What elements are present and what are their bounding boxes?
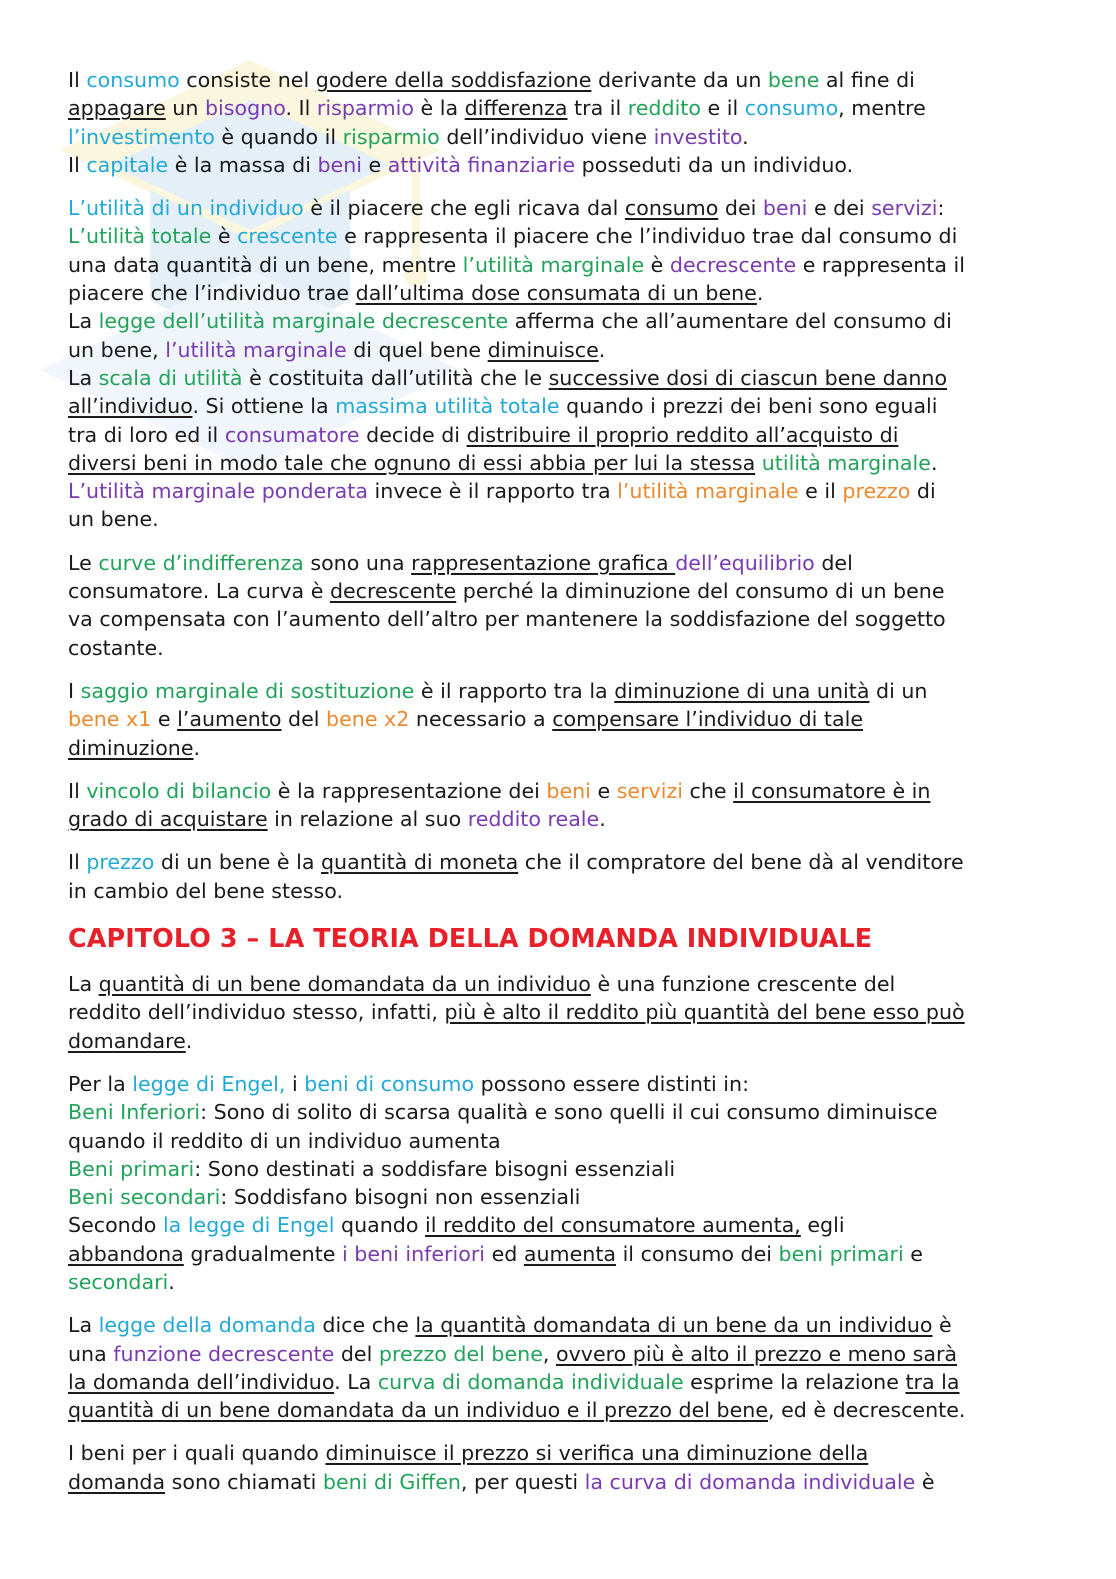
text-segment: che [683, 778, 734, 803]
text-line [68, 1183, 1058, 1211]
underlined-phrase: tra la [905, 1369, 960, 1394]
text-line [68, 1127, 1058, 1155]
text-segment: . [193, 735, 201, 760]
text-segment: decide di [359, 422, 467, 447]
underlined-phrase: distribuire il proprio reddito all’acquisto di [466, 422, 899, 447]
text-line [68, 677, 1058, 705]
text-segment: . Il [285, 96, 317, 121]
text-line [68, 777, 1058, 805]
text-line [68, 279, 1058, 307]
underlined-phrase: diminuzione [68, 735, 194, 760]
paragraph [68, 194, 1058, 534]
text-segment: del [334, 1341, 379, 1366]
text-segment: quando i prezzi dei beni sono eguali [559, 394, 938, 419]
text-segment: Il [68, 850, 87, 875]
text-line [68, 549, 1058, 577]
text-segment: è [932, 1313, 952, 1338]
highlighted-term: curva di domanda individuale [377, 1369, 684, 1394]
underlined-phrase: grado di acquistare [68, 807, 268, 832]
text-segment: . [930, 450, 938, 475]
text-segment: tra il [567, 96, 628, 121]
text-line [68, 307, 1058, 335]
text-segment: un bene. [68, 507, 159, 532]
text-line [68, 477, 1058, 505]
highlighted-term: massima utilità totale [335, 394, 560, 419]
highlighted-term: Beni primari [68, 1156, 195, 1181]
paragraph [68, 66, 1058, 179]
highlighted-term: beni di consumo [304, 1071, 475, 1096]
underlined-phrase: diminuisce il prezzo si verifica una diminuzione della [325, 1441, 869, 1466]
text-segment: è il piacere che egli ricava dal [303, 196, 625, 221]
highlighted-term: Beni secondari [68, 1185, 221, 1210]
highlighted-term: legge della domanda [98, 1313, 316, 1338]
text-segment: in relazione al suo [267, 807, 468, 832]
highlighted-term: crescente [237, 224, 338, 249]
underlined-phrase: differenza [464, 96, 568, 121]
underlined-phrase: all’individuo [68, 394, 193, 419]
text-segment: La [68, 972, 99, 997]
text-segment: di un [869, 678, 928, 703]
text-segment: del [814, 550, 853, 575]
text-segment: , mentre [838, 96, 926, 121]
text-line [68, 392, 1058, 420]
paragraph [68, 677, 1058, 762]
text-segment: piacere che l’individuo trae [68, 281, 356, 306]
text-line [68, 364, 1058, 392]
paragraph [68, 777, 1058, 834]
underlined-phrase: diversi beni in modo tale che ognuno di essi abbia per lui la stessa [68, 450, 756, 475]
text-segment: è quando il [214, 124, 343, 149]
underlined-phrase: successive dosi di ciascun bene danno [548, 365, 948, 390]
text-line [68, 66, 1058, 94]
underlined-phrase: domandare [68, 1028, 186, 1053]
paragraph [68, 1439, 1058, 1496]
underlined-phrase: la domanda dell’individuo [68, 1369, 335, 1394]
text-segment: Per la [68, 1071, 133, 1096]
text-segment: di [910, 479, 936, 504]
underlined-phrase: domanda [68, 1469, 166, 1494]
text-segment: reddito dell’individuo stesso, infatti, [68, 1000, 445, 1025]
highlighted-term: i beni inferiori [342, 1241, 486, 1266]
underlined-phrase: godere della soddisfazione [315, 68, 592, 92]
text-line [68, 577, 1058, 605]
text-line [68, 877, 1058, 905]
text-segment: dell’individuo viene [439, 124, 654, 149]
underlined-phrase: aumenta [523, 1241, 617, 1266]
text-segment: esprime la relazione [683, 1369, 906, 1394]
highlighted-term: consumo [86, 68, 180, 92]
highlighted-term: prezzo [842, 479, 911, 504]
underlined-phrase: la quantità domandata di un bene da un individuo [415, 1313, 933, 1338]
text-line [68, 94, 1058, 122]
underlined-phrase: rappresentazione grafica [411, 550, 676, 575]
underlined-phrase: ovvero più è alto il prezzo e meno sarà [555, 1341, 958, 1366]
underlined-phrase: abbandona [68, 1241, 184, 1266]
text-segment: afferma che all’aumentare del consumo di [508, 309, 952, 334]
highlighted-term: beni [317, 152, 362, 177]
text-segment: consumatore. La curva è [68, 579, 330, 604]
text-segment: Le [68, 550, 99, 575]
highlighted-term: servizi [616, 778, 683, 803]
paragraph [68, 970, 1058, 1055]
text-segment: La [68, 365, 99, 390]
text-segment: e dei [807, 196, 872, 221]
text-segment: . [168, 1269, 175, 1294]
text-segment: ed [485, 1241, 524, 1266]
text-segment: tra di loro ed il [68, 422, 225, 447]
text-line [68, 1268, 1058, 1296]
text-line [68, 1027, 1058, 1055]
text-line [68, 123, 1058, 151]
text-segment: , [542, 1341, 556, 1366]
text-line [68, 634, 1058, 662]
highlighted-term: beni primari [778, 1241, 904, 1266]
underlined-phrase: diminuisce [487, 337, 599, 362]
highlighted-term: consumo [744, 96, 839, 121]
highlighted-term: consumatore [224, 422, 360, 447]
text-segment: costante. [68, 635, 164, 660]
text-segment: del [281, 707, 327, 732]
highlighted-term: legge di Engel, [132, 1071, 286, 1096]
highlighted-term: la curva di domanda individuale [584, 1469, 916, 1494]
text-segment: al fine di [819, 68, 915, 92]
highlighted-term: l’utilità marginale [165, 337, 347, 362]
text-line [68, 421, 1058, 449]
underlined-phrase: quantità di un bene domandata da un individuo [98, 972, 591, 997]
text-line [68, 1211, 1058, 1239]
text-segment: quando [334, 1213, 426, 1238]
underlined-phrase: dall’ultima dose consumata di un bene [355, 281, 757, 306]
text-segment: è una funzione crescente del [590, 972, 896, 997]
text-segment: . [185, 1028, 193, 1053]
underlined-phrase: quantità di moneta [320, 850, 519, 875]
text-segment: e [362, 152, 388, 177]
text-segment: e [903, 1241, 923, 1266]
text-segment: Il [68, 152, 87, 177]
text-segment: dice che [315, 1313, 416, 1338]
text-segment: posseduti da un individuo. [575, 152, 854, 177]
text-segment: un bene, [68, 337, 166, 362]
text-segment: . Si ottiene la [192, 394, 336, 419]
highlighted-term: funzione decrescente [113, 1341, 335, 1366]
text-segment: . La [334, 1369, 378, 1394]
underlined-phrase: l’aumento [177, 707, 282, 732]
highlighted-term: Beni Inferiori [68, 1100, 201, 1125]
highlighted-term: bene x2 [326, 707, 410, 732]
text-segment: i [285, 1071, 305, 1096]
highlighted-term: L’utilità di un individuo [68, 196, 304, 221]
underlined-phrase: consumo [624, 196, 719, 221]
text-segment: , per questi [460, 1469, 585, 1494]
text-line [68, 1311, 1058, 1339]
underlined-phrase: quantità di un bene domandata da un individuo e il prezzo del bene [68, 1398, 769, 1423]
text-segment: Il [68, 778, 87, 803]
text-segment: di quel bene [346, 337, 488, 362]
text-line [68, 222, 1058, 250]
text-segment: e il [798, 479, 843, 504]
text-segment: e rappresenta il [796, 252, 965, 277]
text-line [68, 1070, 1058, 1098]
text-line [68, 505, 1058, 533]
text-segment: . [598, 337, 606, 362]
highlighted-term: bisogno [204, 96, 286, 121]
paragraph [68, 1311, 1058, 1424]
highlighted-term: saggio marginale di sostituzione [80, 678, 415, 703]
highlighted-term: bene x1 [68, 707, 152, 732]
highlighted-term: beni [762, 196, 808, 221]
text-segment: La [68, 309, 99, 334]
text-line [68, 998, 1058, 1026]
text-segment: una [68, 1341, 114, 1366]
text-line [68, 251, 1058, 279]
text-segment: I beni per i quali quando [68, 1441, 326, 1466]
paragraph [68, 549, 1058, 662]
text-segment: : Sono destinati a soddisfare bisogni essenziali [194, 1156, 676, 1181]
text-segment: è la [414, 96, 465, 121]
highlighted-term: l’utilità marginale [617, 479, 799, 504]
text-segment: è la massa di [168, 152, 318, 177]
highlighted-term: risparmio [316, 96, 415, 121]
text-line [68, 1468, 1058, 1496]
underlined-phrase: il consumatore è in [733, 778, 931, 803]
text-line [68, 151, 1058, 179]
highlighted-term: investito [653, 124, 743, 149]
text-line [68, 449, 1058, 477]
highlighted-term: legge dell’utilità marginale decrescente [98, 309, 509, 334]
text-line [68, 1439, 1058, 1467]
highlighted-term: servizi [871, 196, 938, 221]
highlighted-term: reddito [627, 96, 701, 121]
text-segment: perché la diminuzione del consumo di un bene [456, 579, 945, 604]
text-segment: gradualmente [183, 1241, 343, 1266]
text-segment: è [915, 1469, 935, 1494]
underlined-phrase: diminuzione di una unità [614, 678, 870, 703]
highlighted-term: l’investimento [68, 124, 215, 149]
highlighted-term: attività finanziarie [387, 152, 576, 177]
highlighted-term: L’utilità totale [68, 224, 212, 249]
paragraph [68, 848, 1058, 905]
highlighted-term: beni di Giffen [322, 1469, 461, 1494]
text-segment: quando il reddito di un individuo aumenta [68, 1128, 501, 1153]
highlighted-term: prezzo [86, 850, 155, 875]
document-body [68, 66, 1058, 1511]
underlined-phrase: decrescente [329, 579, 457, 604]
text-line [68, 848, 1058, 876]
text-segment: il consumo dei [616, 1241, 779, 1266]
underlined-phrase: il reddito del consumatore aumenta, [425, 1213, 801, 1238]
highlighted-term: vincolo di bilancio [86, 778, 272, 803]
text-segment: necessario a [409, 707, 553, 732]
chapter-heading: CAPITOLO 3 – LA TEORIA DELLA DOMANDA INDIVIDUALE [68, 923, 873, 954]
text-line [68, 734, 1058, 762]
text-line [68, 1155, 1058, 1183]
text-segment: sono chiamati [165, 1469, 323, 1494]
text-segment: va compensata con l’aumento dell’altro per mantenere la soddisfazione del soggetto [68, 607, 946, 632]
text-segment: e [151, 707, 178, 732]
text-line [68, 1396, 1058, 1424]
highlighted-term: bene [767, 68, 820, 92]
highlighted-term: decrescente [669, 252, 797, 277]
text-line [68, 1240, 1058, 1268]
highlighted-term: prezzo del bene [378, 1341, 543, 1366]
text-segment: sono una [303, 550, 412, 575]
text-segment: è la rappresentazione dei [271, 778, 547, 803]
text-line [68, 1340, 1058, 1368]
underlined-phrase: compensare l’individuo di tale [552, 707, 863, 732]
text-segment: è [211, 224, 238, 249]
text-segment: : Sono di solito di scarsa qualità e sono quelli il cui consumo diminuisce [200, 1100, 938, 1125]
highlighted-term: beni [546, 778, 591, 803]
highlighted-term: L’utilità marginale ponderata [68, 479, 368, 504]
highlighted-term: utilità marginale [761, 450, 931, 475]
text-segment: è il rapporto tra la [414, 678, 615, 703]
text-line [68, 805, 1058, 833]
text-line [68, 705, 1058, 733]
text-line [68, 336, 1058, 364]
text-segment: una data quantità di un bene, mentre [68, 252, 463, 277]
text-line [68, 605, 1058, 633]
text-segment: è [644, 252, 670, 277]
text-segment: . [742, 124, 749, 149]
text-segment: consiste nel [179, 68, 316, 92]
text-segment: in cambio del bene stesso. [68, 878, 343, 903]
text-segment: Il [68, 68, 87, 92]
highlighted-term: dell’equilibrio [675, 550, 815, 575]
text-segment: che il compratore del bene dà al venditore [518, 850, 964, 875]
highlighted-term: capitale [86, 152, 169, 177]
text-segment: di un bene è la [154, 850, 321, 875]
text-segment: e rappresenta il piacere che l’individuo trae dal consumo di [337, 224, 958, 249]
paragraph [68, 1070, 1058, 1296]
highlighted-term: secondari [68, 1269, 169, 1294]
highlighted-term: reddito reale [467, 807, 600, 832]
text-line [68, 194, 1058, 222]
text-segment: invece è il rapporto tra [368, 479, 618, 504]
highlighted-term: risparmio [342, 124, 440, 149]
text-segment: : [937, 196, 945, 221]
text-segment: derivante da un [591, 68, 768, 92]
underlined-phrase: più è alto il reddito più quantità del bene esso può [444, 1000, 965, 1025]
text-segment: è costituita dall’utilità che le [242, 365, 549, 390]
text-segment: , ed è decrescente. [768, 1398, 966, 1423]
text-segment: e [590, 778, 617, 803]
text-segment: dei [718, 196, 763, 221]
text-segment: . [599, 807, 606, 832]
underlined-phrase: appagare [68, 96, 166, 121]
highlighted-term: curve d’indifferenza [98, 550, 304, 575]
highlighted-term: scala di utilità [98, 365, 243, 390]
text-segment: possono essere distinti in: [474, 1071, 750, 1096]
text-segment: un [165, 96, 205, 121]
text-segment: La [68, 1313, 99, 1338]
text-segment: Secondo [68, 1213, 163, 1238]
highlighted-term: la legge di Engel [162, 1213, 335, 1238]
text-segment: egli [800, 1213, 845, 1238]
text-line [68, 970, 1058, 998]
text-line [68, 1098, 1058, 1126]
highlighted-term: l’utilità marginale [462, 252, 645, 277]
text-segment: e il [700, 96, 745, 121]
text-segment: I [68, 678, 81, 703]
text-segment: . [756, 281, 764, 306]
text-segment: : Soddisfano bisogni non essenziali [220, 1185, 581, 1210]
text-line [68, 1368, 1058, 1396]
